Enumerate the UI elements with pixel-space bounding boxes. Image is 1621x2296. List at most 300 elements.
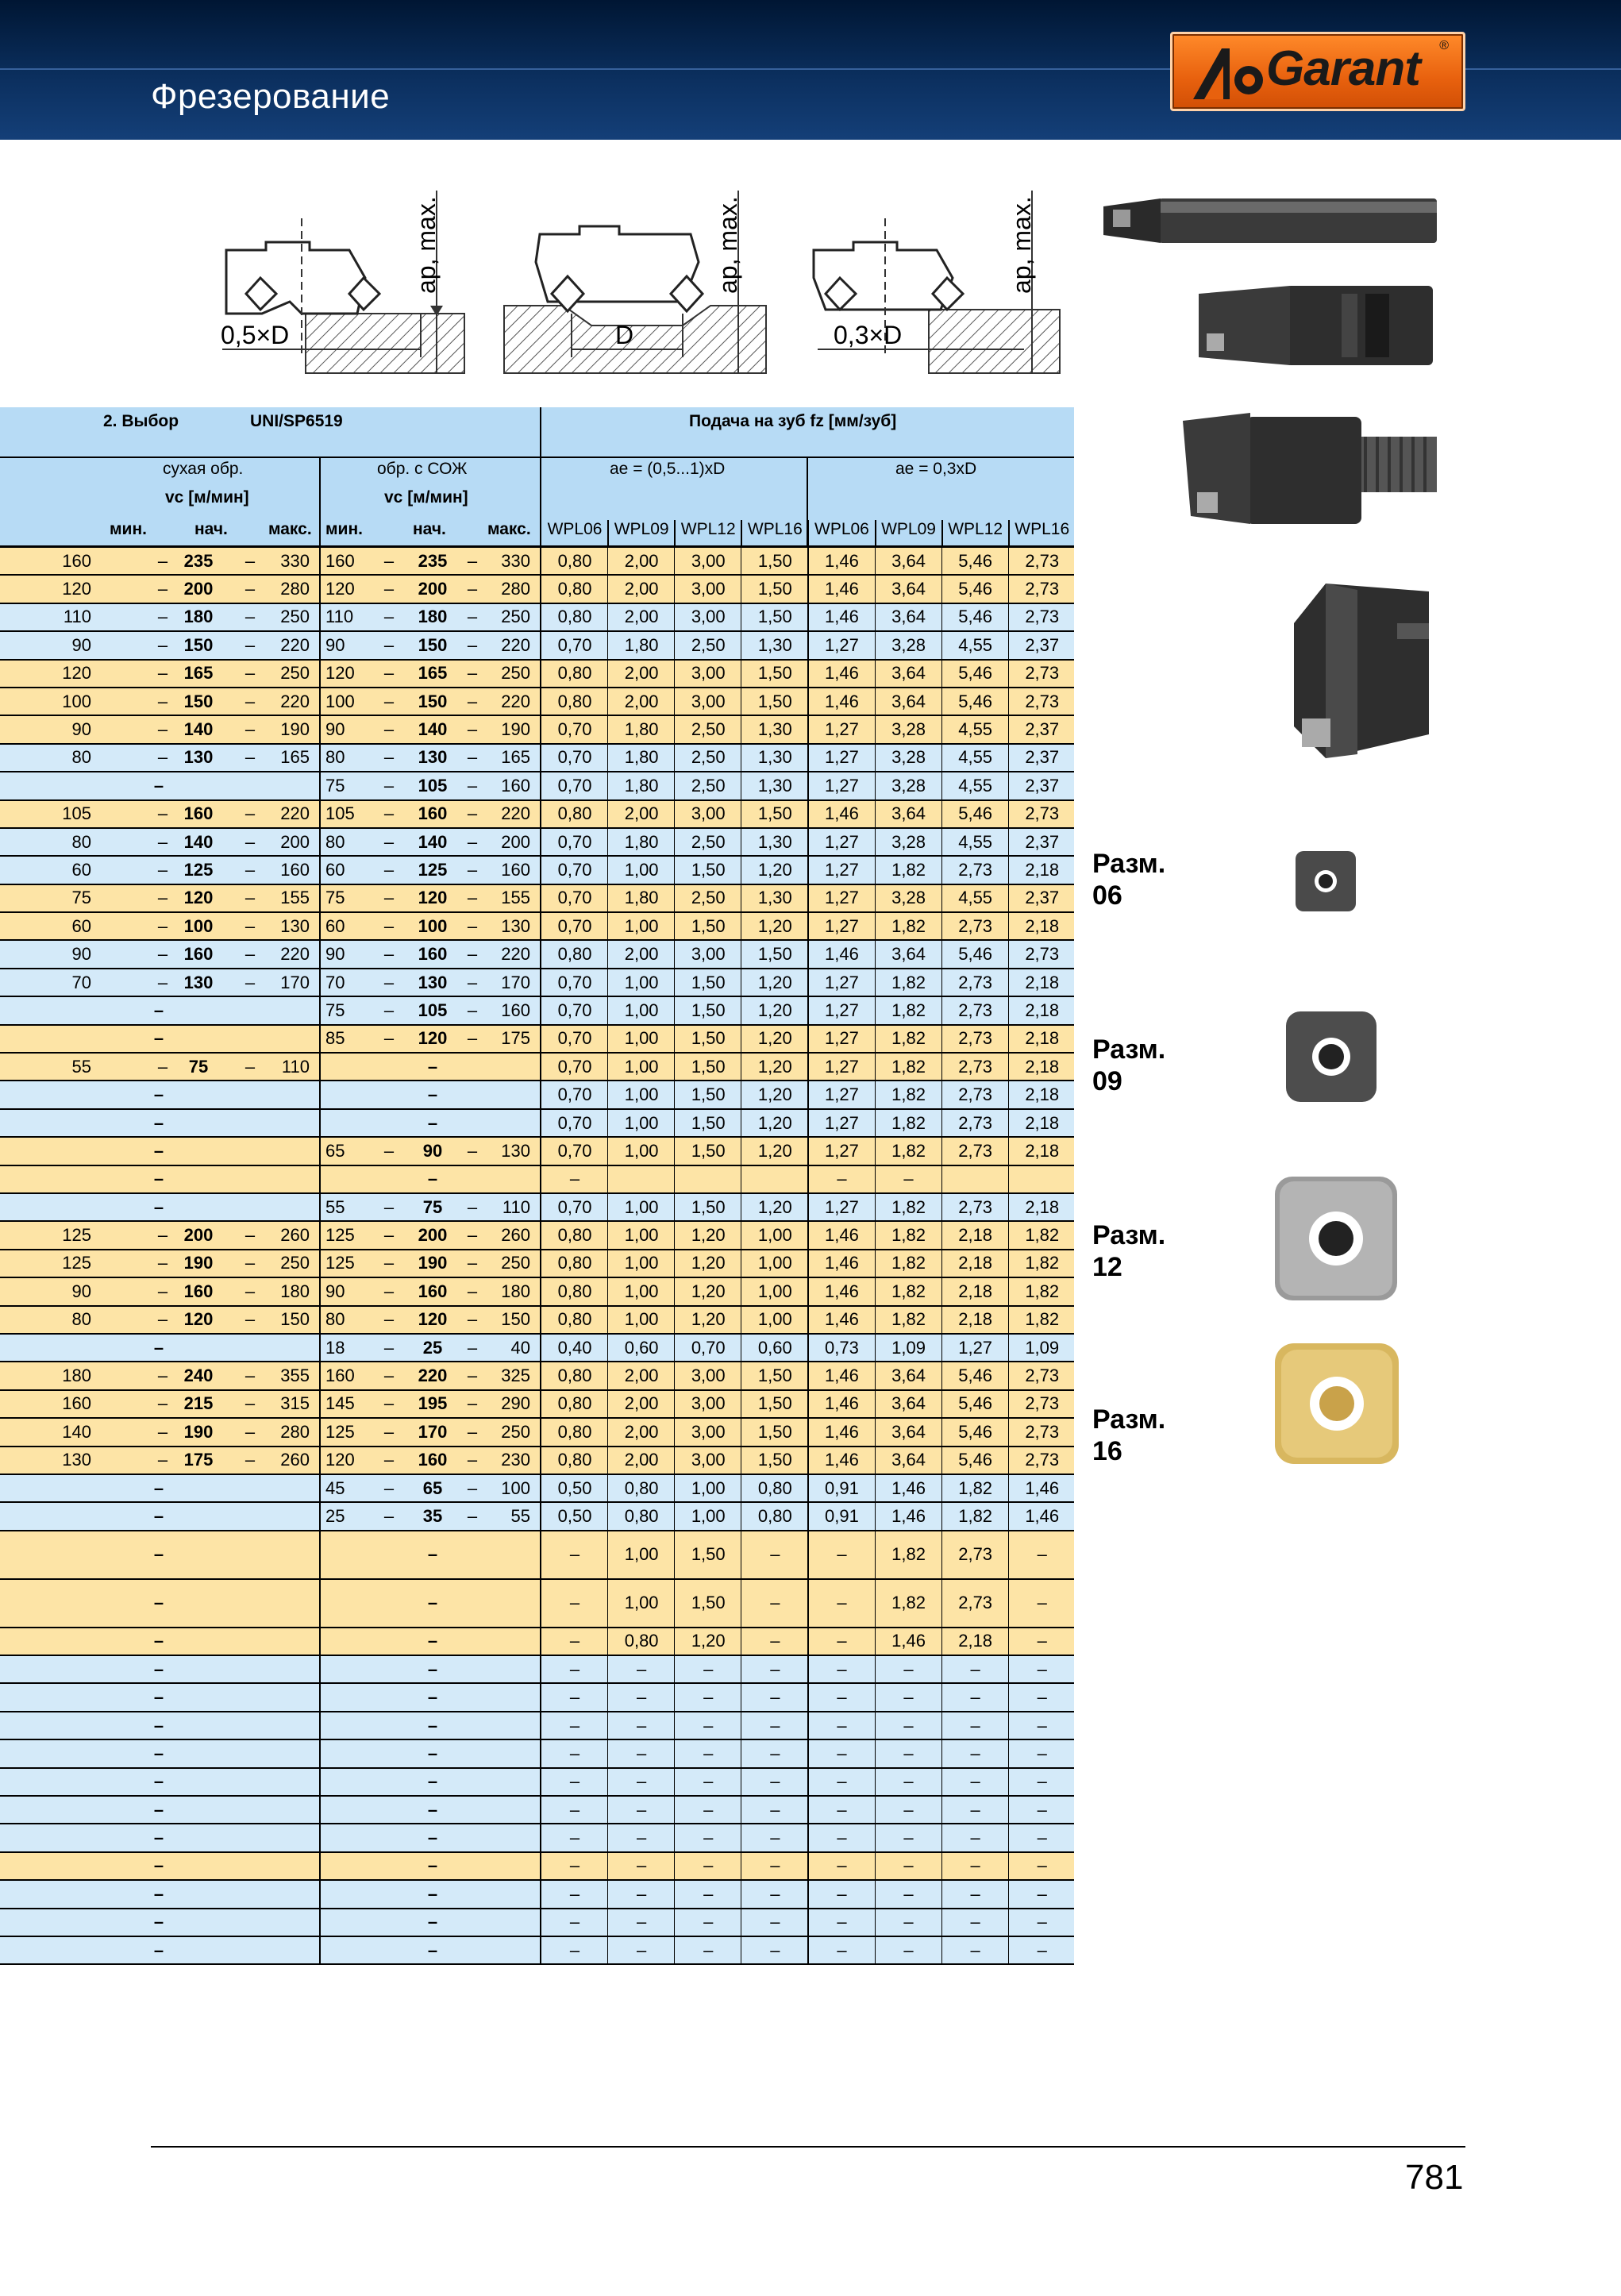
table-cell: – — [637, 1883, 647, 1904]
table-cell: 1,82 — [1025, 1253, 1060, 1273]
table-cell: 130 — [501, 1140, 530, 1161]
table-cell: – — [383, 915, 395, 936]
table-cell: – — [837, 1883, 847, 1904]
table-cell: 220 — [280, 803, 310, 824]
table-cell: 1,20 — [691, 1281, 726, 1301]
table-row — [0, 1740, 1074, 1768]
table-cell: – — [153, 1912, 164, 1932]
table-cell: 1,46 — [891, 1477, 926, 1498]
table-cell: – — [1037, 1658, 1047, 1679]
table-cell: – — [467, 1366, 478, 1386]
table-cell: 250 — [280, 607, 310, 627]
table-cell: – — [157, 550, 168, 571]
table-cell: 90 — [71, 944, 91, 965]
table-cell: 200 — [183, 1225, 214, 1246]
table-cell: – — [703, 1940, 714, 1960]
table-cell: – — [970, 1743, 980, 1763]
table-cell: 1,82 — [891, 1225, 926, 1246]
table-cell: 1,27 — [825, 747, 859, 768]
table-cell: – — [153, 1883, 164, 1904]
table-cell: 1,20 — [757, 1056, 792, 1077]
table-cell: 220 — [418, 1366, 448, 1386]
table-cell: – — [770, 1912, 780, 1932]
table-cell: 2,73 — [958, 1056, 993, 1077]
table-cell: 1,50 — [691, 1112, 726, 1133]
table-cell: 140 — [183, 831, 214, 852]
table-cell: 2,73 — [1025, 663, 1060, 684]
table-cell: – — [970, 1855, 980, 1876]
table-cell: – — [467, 1196, 478, 1217]
table-cell: 160 — [501, 859, 530, 880]
table-cell: – — [467, 663, 478, 684]
table-cell: – — [157, 634, 168, 655]
page-header — [0, 0, 1621, 140]
table-cell: 1,00 — [624, 1140, 659, 1161]
table-cell: 1,00 — [624, 915, 659, 936]
table-cell: 1,46 — [825, 663, 859, 684]
table-cell: 3,28 — [891, 888, 926, 908]
table-cell: 2,00 — [624, 663, 659, 684]
table-cell: – — [383, 1393, 395, 1414]
table-cell: 1,00 — [624, 1028, 659, 1049]
table-cell: 1,46 — [825, 1366, 859, 1386]
table-cell: 1,30 — [757, 775, 792, 796]
screw-in-mill-image — [1191, 282, 1437, 369]
table-cell: 1,27 — [825, 1112, 859, 1133]
table-cell: – — [153, 1828, 164, 1848]
table-cell: 0,91 — [825, 1505, 859, 1526]
table-cell: – — [703, 1912, 714, 1932]
milling-diagram-third — [810, 175, 1064, 381]
header-select: 2. Выбор — [103, 412, 179, 430]
table-cell: – — [467, 1309, 478, 1330]
table-cell: 5,46 — [958, 803, 993, 824]
table-cell: 125 — [325, 1253, 355, 1273]
table-cell: – — [467, 1505, 478, 1526]
table-cell: 1,82 — [958, 1505, 993, 1526]
table-cell: – — [770, 1940, 780, 1960]
table-cell: – — [703, 1658, 714, 1679]
table-cell: – — [703, 1855, 714, 1876]
milling-diagram-half — [214, 175, 468, 381]
table-cell: 1,20 — [691, 1253, 726, 1273]
table-cell: – — [467, 944, 478, 965]
table-cell: 150 — [501, 1309, 530, 1330]
table-cell: 145 — [325, 1393, 355, 1414]
table-cell: 0,70 — [557, 747, 592, 768]
table-cell: – — [244, 719, 256, 740]
header-wpl: WPL06 — [814, 520, 869, 538]
table-row — [0, 1307, 1074, 1335]
table-cell: 190 — [183, 1253, 214, 1273]
table-cell: 2,18 — [958, 1281, 993, 1301]
table-cell: 130 — [62, 1450, 91, 1470]
table-row — [0, 1026, 1074, 1054]
table-cell: 1,82 — [891, 915, 926, 936]
table-cell: – — [569, 1799, 580, 1820]
table-cell: 3,28 — [891, 719, 926, 740]
table-cell: 1,82 — [1025, 1281, 1060, 1301]
table-cell: 0,80 — [557, 944, 592, 965]
table-cell: 3,28 — [891, 634, 926, 655]
table-cell: 2,37 — [1025, 747, 1060, 768]
table-cell: 3,28 — [891, 775, 926, 796]
table-cell: 290 — [501, 1393, 530, 1414]
table-cell: – — [467, 803, 478, 824]
table-row — [0, 1797, 1074, 1824]
table-cell: – — [153, 1544, 164, 1565]
table-cell: 0,80 — [557, 1281, 592, 1301]
table-cell: 80 — [325, 831, 345, 852]
table-cell: – — [244, 1309, 256, 1330]
table-cell: 60 — [325, 859, 345, 880]
size-number: 12 — [1092, 1252, 1122, 1282]
table-cell: 1,46 — [825, 944, 859, 965]
table-cell: – — [569, 1593, 580, 1613]
table-cell: 130 — [183, 972, 214, 992]
table-cell: 2,73 — [958, 1593, 993, 1613]
table-cell: 0,80 — [557, 1450, 592, 1470]
table-cell: 1,80 — [624, 831, 659, 852]
table-cell: – — [770, 1771, 780, 1792]
diagram-label-3: ap, max. — [1007, 196, 1036, 294]
table-cell: 90 — [325, 719, 345, 740]
size-number: 09 — [1092, 1066, 1122, 1096]
table-cell: 5,46 — [958, 579, 993, 599]
table-cell: – — [153, 1505, 164, 1526]
table-cell: 120 — [418, 1028, 448, 1049]
table-cell: 0,60 — [624, 1337, 659, 1358]
table-cell: 1,46 — [891, 1505, 926, 1526]
table-cell: 2,18 — [958, 1225, 993, 1246]
table-cell: 2,50 — [691, 775, 726, 796]
table-cell: – — [383, 1028, 395, 1049]
table-cell: – — [770, 1544, 780, 1565]
table-cell: – — [157, 663, 168, 684]
table-row — [0, 1362, 1074, 1390]
table-cell: 1,20 — [757, 1084, 792, 1105]
table-cell: 100 — [501, 1477, 530, 1498]
table-cell: 2,37 — [1025, 775, 1060, 796]
table-cell: 1,50 — [691, 1000, 726, 1020]
table-cell: 0,80 — [624, 1631, 659, 1651]
table-cell: – — [153, 1196, 164, 1217]
table-cell: 2,50 — [691, 719, 726, 740]
table-cell: – — [157, 831, 168, 852]
insert-size-09-image — [1283, 1008, 1380, 1105]
table-row — [0, 1391, 1074, 1419]
table-cell: 125 — [325, 1225, 355, 1246]
table-cell: 0,70 — [557, 1196, 592, 1217]
table-cell: – — [569, 1631, 580, 1651]
table-cell: 1,46 — [825, 579, 859, 599]
table-cell: – — [770, 1715, 780, 1735]
table-cell: 1,46 — [825, 1281, 859, 1301]
size-number: 06 — [1092, 880, 1122, 911]
table-cell: 2,73 — [958, 1028, 993, 1049]
table-cell: 0,80 — [757, 1477, 792, 1498]
table-cell: 2,73 — [1025, 1450, 1060, 1470]
table-cell: – — [244, 691, 256, 711]
table-cell: 75 — [71, 888, 91, 908]
table-row — [0, 1138, 1074, 1165]
table-cell: 2,50 — [691, 747, 726, 768]
table-cell: 0,70 — [557, 1084, 592, 1105]
table-cell: 1,46 — [825, 1450, 859, 1470]
table-cell: 2,18 — [1025, 1140, 1060, 1161]
table-cell: – — [467, 550, 478, 571]
table-cell: – — [637, 1743, 647, 1763]
table-cell: 3,00 — [691, 1421, 726, 1442]
table-cell: 1,09 — [1025, 1337, 1060, 1358]
table-cell: 2,18 — [1025, 1028, 1060, 1049]
table-cell: 160 — [183, 803, 214, 824]
table-cell: 3,00 — [691, 663, 726, 684]
table-cell: 160 — [325, 1366, 355, 1386]
table-cell: – — [244, 634, 256, 655]
table-cell: 1,50 — [691, 1544, 726, 1565]
table-cell: – — [467, 1000, 478, 1020]
table-cell: 2,00 — [624, 579, 659, 599]
table-cell: 1,00 — [757, 1225, 792, 1246]
header-wpl: WPL09 — [881, 520, 936, 538]
table-cell: – — [244, 1253, 256, 1273]
table-cell: 2,73 — [958, 1084, 993, 1105]
table-cell: – — [970, 1771, 980, 1792]
table-cell: 60 — [325, 915, 345, 936]
table-row — [0, 1656, 1074, 1684]
table-cell: 1,82 — [891, 1056, 926, 1077]
table-cell: – — [383, 719, 395, 740]
table-cell: – — [770, 1658, 780, 1679]
table-cell: – — [157, 972, 168, 992]
table-cell: 200 — [280, 831, 310, 852]
table-cell: 3,64 — [891, 803, 926, 824]
table-cell: – — [467, 1450, 478, 1470]
table-cell: 0,70 — [557, 775, 592, 796]
table-cell: – — [903, 1715, 914, 1735]
table-cell: – — [770, 1631, 780, 1651]
table-row — [0, 885, 1074, 913]
table-cell: 45 — [325, 1477, 345, 1498]
table-cell: 0,80 — [557, 1421, 592, 1442]
diagram-label-2: ap, max. — [714, 196, 742, 294]
table-row — [0, 772, 1074, 800]
table-cell: 1,27 — [825, 831, 859, 852]
table-cell: 90 — [325, 634, 345, 655]
table-cell: 280 — [280, 579, 310, 599]
table-cell: 170 — [280, 972, 310, 992]
table-cell: 0,50 — [557, 1505, 592, 1526]
table-cell: 160 — [62, 1393, 91, 1414]
table-cell: 250 — [280, 1253, 310, 1273]
table-cell: – — [467, 972, 478, 992]
table-cell: – — [244, 579, 256, 599]
table-cell: 160 — [501, 1000, 530, 1020]
table-cell: – — [637, 1855, 647, 1876]
table-cell: 1,50 — [691, 1196, 726, 1217]
table-cell: – — [157, 915, 168, 936]
table-cell: 5,46 — [958, 1450, 993, 1470]
table-cell: 1,80 — [624, 888, 659, 908]
table-row — [0, 632, 1074, 660]
table-cell: 0,80 — [557, 1393, 592, 1414]
table-cell: – — [383, 1450, 395, 1470]
table-cell: – — [1037, 1743, 1047, 1763]
table-cell: 5,46 — [958, 1393, 993, 1414]
table-cell: – — [383, 1477, 395, 1498]
table-cell: 0,80 — [557, 550, 592, 571]
table-cell: 1,50 — [691, 1084, 726, 1105]
table-cell: – — [770, 1687, 780, 1708]
page-title: Фрезерование — [151, 77, 391, 116]
table-cell: – — [157, 1056, 168, 1077]
table-cell: 1,82 — [891, 1112, 926, 1133]
table-cell: 3,64 — [891, 579, 926, 599]
table-cell: 1,46 — [825, 1309, 859, 1330]
table-row — [0, 1503, 1074, 1531]
table-cell: 3,28 — [891, 747, 926, 768]
table-cell: 150 — [418, 691, 448, 711]
table-cell: 1,46 — [825, 691, 859, 711]
table-cell: 0,70 — [557, 1028, 592, 1049]
table-cell: – — [637, 1799, 647, 1820]
table-row — [0, 1824, 1074, 1852]
table-cell: 355 — [280, 1366, 310, 1386]
table-cell: 1,27 — [825, 1140, 859, 1161]
table-cell: 2,00 — [624, 944, 659, 965]
table-cell: – — [770, 1883, 780, 1904]
table-row — [0, 1250, 1074, 1278]
table-cell: – — [703, 1883, 714, 1904]
table-cell: – — [383, 775, 395, 796]
table-cell: 220 — [501, 944, 530, 965]
table-cell: – — [903, 1687, 914, 1708]
table-cell: – — [427, 1743, 438, 1763]
table-cell: 75 — [325, 1000, 345, 1020]
table-cell: 1,30 — [757, 831, 792, 852]
table-cell: 150 — [280, 1309, 310, 1330]
table-cell: – — [569, 1883, 580, 1904]
table-cell: 85 — [325, 1028, 345, 1049]
table-cell: – — [837, 1743, 847, 1763]
table-row — [0, 716, 1074, 744]
table-cell: – — [569, 1658, 580, 1679]
table-row — [0, 604, 1074, 632]
table-cell: 160 — [418, 803, 448, 824]
table-cell: – — [837, 1912, 847, 1932]
table-cell: – — [153, 775, 164, 796]
table-cell: 3,64 — [891, 944, 926, 965]
table-cell: 180 — [183, 607, 214, 627]
table-cell: – — [467, 1337, 478, 1358]
table-cell: 1,27 — [825, 1196, 859, 1217]
table-cell: – — [569, 1169, 580, 1189]
table-cell: 1,20 — [691, 1225, 726, 1246]
table-cell: 1,50 — [691, 1028, 726, 1049]
table-cell: 195 — [418, 1393, 448, 1414]
table-cell: 120 — [325, 1450, 355, 1470]
table-cell: – — [157, 888, 168, 908]
table-row — [0, 1054, 1074, 1081]
table-cell: 3,28 — [891, 831, 926, 852]
table-cell: 1,50 — [691, 1593, 726, 1613]
table-cell: – — [244, 607, 256, 627]
table-cell: 180 — [62, 1366, 91, 1386]
table-cell: 1,46 — [1025, 1477, 1060, 1498]
table-cell: – — [637, 1940, 647, 1960]
table-cell: 150 — [418, 634, 448, 655]
table-cell: 2,73 — [958, 1544, 993, 1565]
table-cell: 0,60 — [757, 1337, 792, 1358]
table-cell: – — [467, 888, 478, 908]
milling-diagram-full — [500, 175, 770, 381]
table-cell: – — [153, 1169, 164, 1189]
table-cell: – — [383, 634, 395, 655]
table-cell: – — [383, 944, 395, 965]
table-cell: 55 — [71, 1056, 91, 1077]
table-cell: – — [383, 1140, 395, 1161]
table-cell: – — [427, 1940, 438, 1960]
table-cell: 160 — [418, 1450, 448, 1470]
table-cell: 2,50 — [691, 831, 726, 852]
table-cell: – — [383, 747, 395, 768]
table-cell: 2,00 — [624, 803, 659, 824]
table-cell: – — [1037, 1940, 1047, 1960]
table-cell: 1,82 — [891, 1000, 926, 1020]
table-cell: – — [153, 1477, 164, 1498]
table-cell: 2,50 — [691, 634, 726, 655]
table-cell: 260 — [501, 1225, 530, 1246]
table-cell: 160 — [418, 1281, 448, 1301]
table-cell: 25 — [325, 1505, 345, 1526]
table-row — [0, 913, 1074, 941]
table-cell: 2,73 — [1025, 944, 1060, 965]
table-cell: 120 — [183, 1309, 214, 1330]
table-cell: 1,30 — [757, 634, 792, 655]
table-cell: – — [970, 1883, 980, 1904]
table-cell: 4,55 — [958, 719, 993, 740]
table-cell: – — [770, 1593, 780, 1613]
table-cell: – — [383, 831, 395, 852]
table-cell: 1,30 — [757, 888, 792, 908]
table-cell: 1,82 — [891, 1028, 926, 1049]
table-cell: 2,73 — [958, 1000, 993, 1020]
table-row — [0, 1335, 1074, 1362]
table-cell: 5,46 — [958, 663, 993, 684]
table-cell: 2,00 — [624, 607, 659, 627]
table-cell: 2,73 — [1025, 579, 1060, 599]
table-cell: – — [157, 1366, 168, 1386]
table-cell: – — [427, 1855, 438, 1876]
header-wpl: WPL12 — [948, 520, 1003, 538]
table-cell: 250 — [501, 1253, 530, 1273]
table-cell: 3,64 — [891, 607, 926, 627]
table-cell: – — [383, 607, 395, 627]
table-cell: 3,64 — [891, 1393, 926, 1414]
table-cell: 80 — [325, 747, 345, 768]
table-cell — [608, 1166, 675, 1192]
table-cell: 200 — [183, 579, 214, 599]
footer-divider — [151, 2146, 1465, 2148]
table-cell: – — [637, 1658, 647, 1679]
table-cell: 220 — [280, 944, 310, 965]
table-cell: 0,70 — [557, 972, 592, 992]
table-cell: – — [244, 550, 256, 571]
table-cell: – — [837, 1771, 847, 1792]
table-cell: 1,46 — [825, 1421, 859, 1442]
table-cell: 120 — [325, 579, 355, 599]
